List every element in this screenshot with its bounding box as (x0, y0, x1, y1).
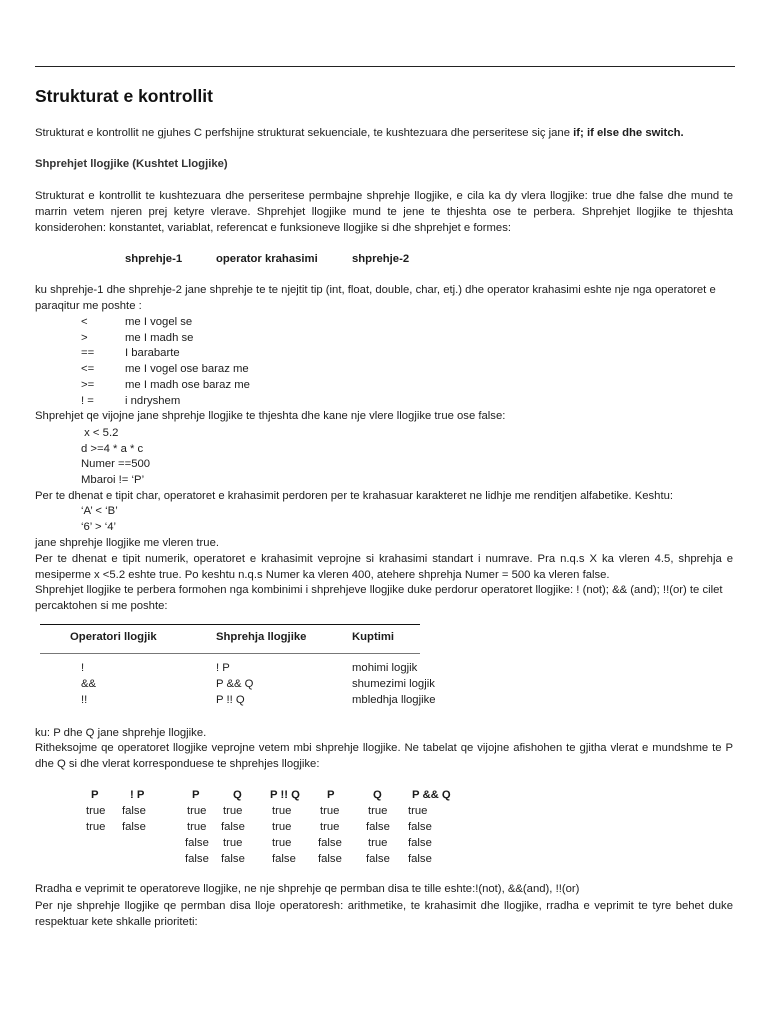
truth-header: P (91, 789, 99, 801)
table-header: Kuptimi (352, 631, 395, 643)
char-example: ‘A’ < ‘B’ (81, 505, 118, 517)
truth-cell: false (122, 805, 146, 817)
intro-text: Strukturat e kontrollit ne gjuhes C perfshijne strukturat sekuenciale, te kushtezuara dhe perseritese siç jane (35, 127, 574, 139)
paragraph-char-comparison: Per te dhenat e tipit char, operatoret e krahasimit perdoren per te krahasuar karakteret ne lidhje me renditjen alfabetike. Keshtu: (35, 490, 674, 502)
truth-header: ! P (130, 789, 145, 801)
truth-cell: false (366, 853, 390, 865)
truth-cell: true (223, 805, 243, 817)
form-operator: operator krahasimi (216, 253, 318, 265)
operator-description: I barabarte (125, 347, 180, 359)
truth-cell: false (318, 837, 342, 849)
example-expression: Mbaroi != ‘P’ (81, 474, 145, 486)
table-cell: && (81, 678, 97, 690)
truth-cell: true (320, 805, 340, 817)
paragraph-where-pq: ku: P dhe Q jane shprehje llogjike. (35, 727, 207, 739)
table-header-rule (40, 653, 420, 654)
top-rule (35, 66, 735, 67)
truth-cell: true (368, 805, 388, 817)
operator-description: me I madh se (125, 332, 194, 344)
paragraph-true-values: jane shprehje llogjike me vleren true. (35, 537, 219, 549)
truth-cell: true (187, 821, 207, 833)
table-cell: P && Q (216, 678, 254, 690)
operator-symbol: ! = (81, 395, 94, 407)
truth-cell: true (272, 821, 292, 833)
table-cell: ! P (216, 662, 230, 674)
paragraph-compound-expressions: Shprehjet llogjike te perbera formohen nga kombinimi i shprehjeve llogjike duke perdorur operatoret llogjike: ! (not); && (and); !!(or) te cilet percaktohen si me poshte: (35, 584, 723, 612)
truth-cell: false (185, 837, 209, 849)
section-subheading: Shprehjet llogjike (Kushtet Llogjike) (35, 158, 228, 170)
operator-description: me I vogel se (125, 316, 193, 328)
truth-cell: true (272, 805, 292, 817)
page-title: Strukturat e kontrollit (35, 86, 213, 106)
truth-cell: true (272, 837, 292, 849)
operator-description: me I vogel ose baraz me (125, 363, 249, 375)
truth-cell: false (408, 821, 432, 833)
operator-symbol: < (81, 316, 88, 328)
truth-cell: false (318, 853, 342, 865)
paragraph-truth-tables-intro: Ritheksojme qe operatoret llogjike veprojne vetem mbi shprehje llogjike. Ne tabelat qe vijojne afishohen te gjitha vlerat e mundshme te P dhe Q si dhe vlerat korresponduese te shprehjes llogjike: (35, 742, 733, 770)
truth-cell: true (368, 837, 388, 849)
truth-header: Q (373, 789, 382, 801)
table-cell: mohimi logjik (352, 662, 418, 674)
truth-cell: false (221, 821, 245, 833)
paragraph-simple-expressions: Shprehjet qe vijojne jane shprehje llogjike te thjeshta dhe kane nje vlere llogjike true ose false: (35, 410, 506, 422)
truth-cell: true (320, 821, 340, 833)
truth-header: P !! Q (270, 789, 300, 801)
truth-cell: true (86, 821, 106, 833)
operator-symbol: >= (81, 379, 95, 391)
truth-header: P && Q (412, 789, 451, 801)
truth-cell: false (122, 821, 146, 833)
form-left-operand: shprehje-1 (125, 253, 183, 265)
operator-symbol: <= (81, 363, 95, 375)
truth-cell: false (408, 837, 432, 849)
table-cell: shumezimi logjik (352, 678, 435, 690)
operator-symbol: > (81, 332, 88, 344)
intro-paragraph (35, 126, 733, 142)
truth-cell: true (408, 805, 428, 817)
paragraph-operators-intro: ku shprehje-1 dhe shprehje-2 jane shprehje te te njejtit tip (int, float, double, char, etj.) dhe operator krahasimi eshte nje nga operatoret e paraqitur me poshte : (35, 284, 716, 312)
table-header: Shprehja llogjike (216, 631, 307, 643)
truth-cell: true (223, 837, 243, 849)
truth-cell: false (408, 853, 432, 865)
truth-cell: false (185, 853, 209, 865)
table-cell: mbledhja llogjike (352, 694, 436, 706)
paragraph-numeric-comparison: Per te dhenat e tipit numerik, operatoret e krahasimit veprojne si krahasimi standart i numrave. Pra n.q.s X ka vleren 4.5, shprehja e mesiperme x <5.2 eshte true. Po keshtu n.q.s Numer ka vleren 400, atehere shprehja Numer = 500 ka vleren false. (35, 553, 733, 581)
paragraph-operator-order: Rradha e veprimit te operatoreve llogjike, ne nje shprehje qe permban disa te tille eshte:!(not), &&(and), !!(or) (35, 883, 580, 895)
truth-cell: true (86, 805, 106, 817)
truth-cell: false (221, 853, 245, 865)
truth-cell: true (187, 805, 207, 817)
table-cell: ! (81, 662, 85, 674)
operator-symbol: == (81, 347, 95, 359)
truth-header: P (327, 789, 335, 801)
table-cell: !! (81, 694, 88, 706)
example-expression: x < 5.2 (81, 427, 119, 439)
example-expression: Numer ==500 (81, 458, 151, 470)
table-top-rule (40, 624, 420, 625)
operator-description: me I madh ose baraz me (125, 379, 250, 391)
operator-description: i ndryshem (125, 395, 181, 407)
truth-cell: false (272, 853, 296, 865)
example-expression: d >=4 * a * c (81, 443, 144, 455)
char-example: ‘6’ > ‘4’ (81, 521, 117, 533)
paragraph-intro-logic: Strukturat e kontrollit te kushtezuara dhe perseritese permbajne shprehje llogjike, e cila ka dy vlera llogjike: true dhe false dhe mund te marrin vetem njeren prej ketyre vlerave. Shprehjet llogjike mund te jene te thjeshta ose te perbera. Shprehjet llogjike te thjeshta konsiderohen: konstantet, variablat, referencat e funksioneve llogjike si dhe shprehjet e formes: (35, 190, 733, 234)
truth-cell: false (366, 821, 390, 833)
form-right-operand: shprehje-2 (352, 253, 410, 265)
table-header: Operatori llogjik (70, 631, 157, 643)
truth-header: P (192, 789, 200, 801)
table-cell: P !! Q (216, 694, 245, 706)
intro-bold-keywords: if; if else dhe switch. (573, 127, 684, 139)
paragraph-priority-intro: Per nje shprehje llogjike qe permban disa lloje operatoresh: arithmetike, te krahasimit dhe llogjike, rradha e veprimit te tyre behet duke respektuar kete shkalle prioriteti: (35, 900, 733, 928)
truth-header: Q (233, 789, 242, 801)
